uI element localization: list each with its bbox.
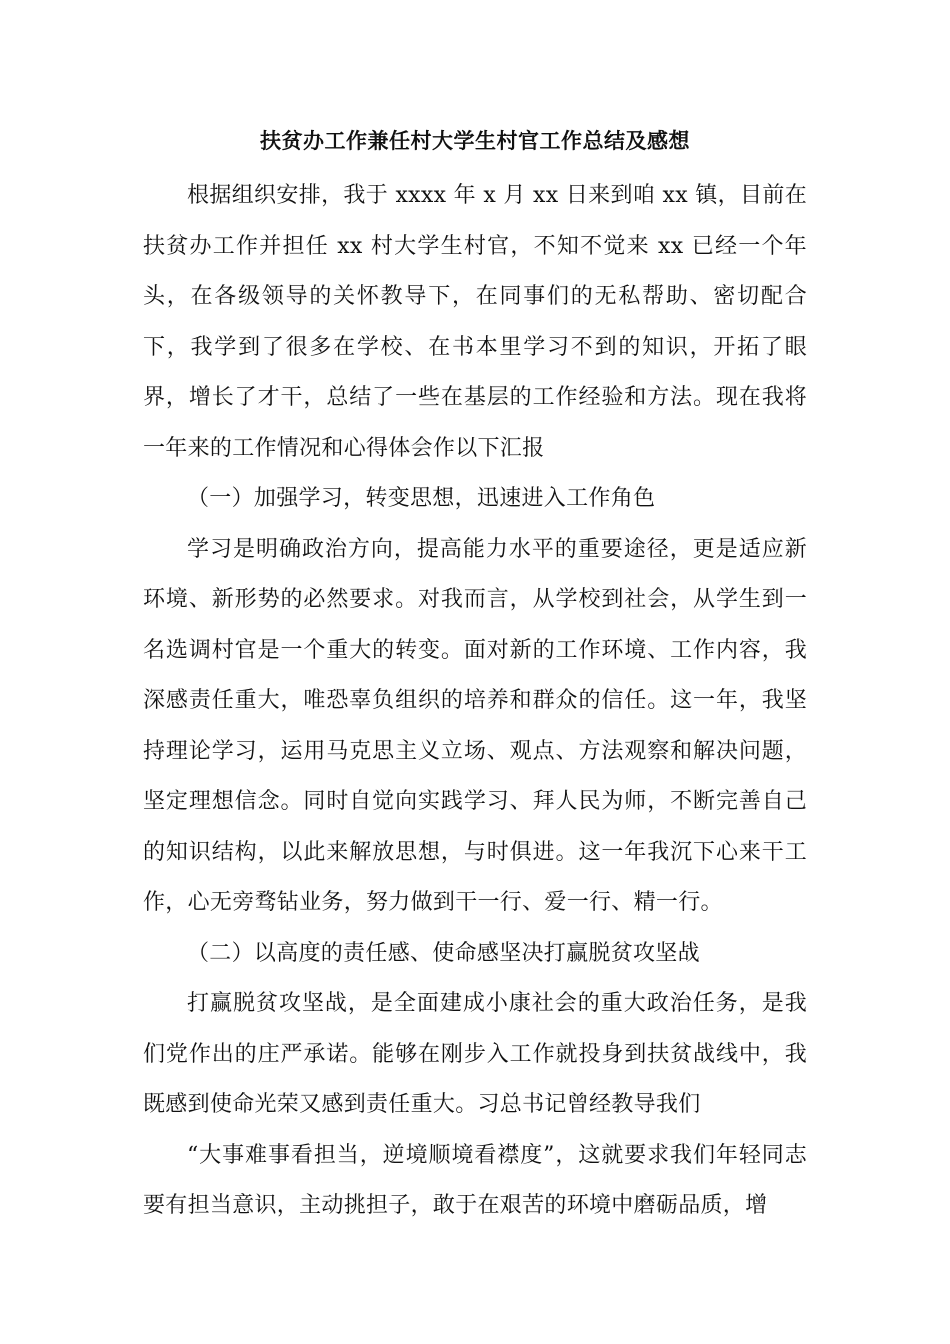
paragraph-quote: “大事难事看担当，逆境顺境看襟度”，这就要求我们年轻同志要有担当意识，主动挑担子，敢于在艰苦的环境中磨砺品质，增 bbox=[143, 1142, 807, 1218]
paragraph-intro: 根据组织安排，我于 xxxx 年 x 月 xx 日来到咱 xx 镇，目前在扶贫办工作并担任 xx 村大学生村官，不知不觉来 xx 已经一个年头，在各级领导的关怀教导下，在同事们的无私帮助、密切配合下，我学到了很多在学校、在书本里学习不到的知识，开拓了眼界，增长了才干，总结了一些在基层的工作经验和方法。现在我将一年来的工作情况和心得体会作以下汇报 bbox=[143, 183, 807, 461]
document-title: 扶贫办工作兼任村大学生村官工作总结及感想 bbox=[260, 128, 690, 153]
paragraph-section-1: 学习是明确政治方向，提高能力水平的重要途径，更是适应新环境、新形势的必然要求。对我而言，从学校到社会，从学生到一名选调村官是一个重大的转变。面对新的工作环境、工作内容，我深感责任重大，唯恐辜负组织的培养和群众的信任。这一年，我坚持理论学习，运用马克思主义立场、观点、方法观察和解决问题，坚定理想信念。同时自觉向实践学习、拜人民为师，不断完善自己的知识结构，以此来解放思想，与时俱进。这一年我沉下心来干工作，心无旁骛钻业务，努力做到干一行、爱一行、精一行。 bbox=[143, 536, 807, 915]
document-body bbox=[143, 125, 807, 1232]
section-heading-2: （二）以高度的责任感、使命感坚决打赢脱贫攻坚战 bbox=[187, 940, 700, 966]
section-heading-1: （一）加强学习，转变思想，迅速进入工作角色 bbox=[187, 486, 656, 511]
paragraph-section-2: 打赢脱贫攻坚战，是全面建成小康社会的重大政治任务，是我们党作出的庄严承诺。能够在刚步入工作就投身到扶贫战线中，我既感到使命光荣又感到责任重大。习总书记曾经教导我们 bbox=[143, 991, 807, 1117]
